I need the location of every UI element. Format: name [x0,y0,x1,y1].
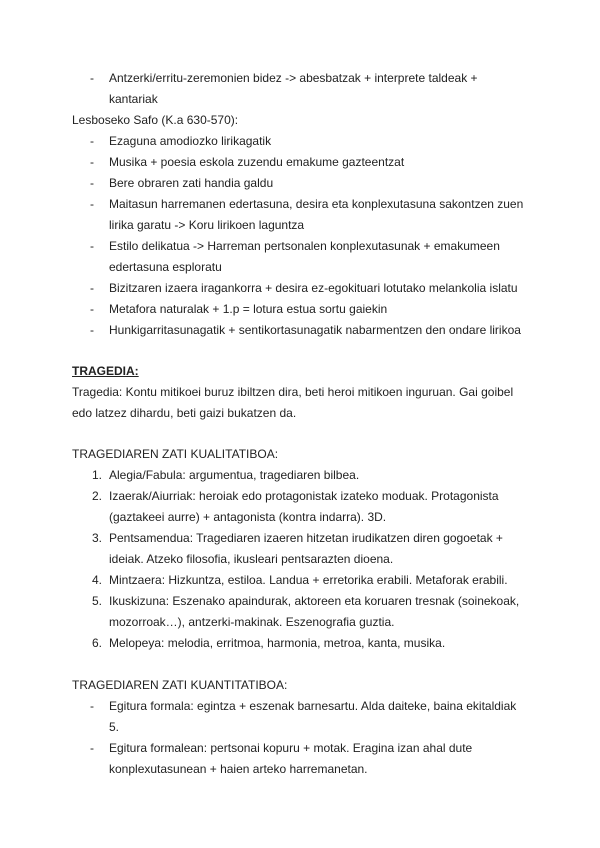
number-marker: 5. [92,594,103,608]
bullet-marker: - [90,176,94,190]
number-marker: 2. [92,489,103,503]
bullet-marker: - [90,699,94,713]
bullet-marker: - [90,281,94,295]
safo-item-line: Bere obraren zati handia galdu [109,176,274,190]
number-marker: 1. [92,468,103,482]
bullet-marker: - [90,71,94,85]
kualitatiboa-heading: TRAGEDIAREN ZATI KUALITATIBOA: [72,447,279,461]
intro-item-line: Antzerki/erritu-zeremonien bidez -> abesbatzak + interprete taldeak + [109,71,478,85]
kualitatiboa-item-line: mozorroak…), antzerki-makinak. Eszenografia guztia. [109,615,395,629]
bullet-marker: - [90,155,94,169]
safo-item-line: Ezaguna amodiozko lirikagatik [109,134,272,148]
safo-item-line: Hunkigarritasunagatik + sentikortasunagatik nabarmentzen den ondare lirikoa [109,323,521,337]
safo-item-line: Maitasun harremanen edertasuna, desira eta konplexutasuna sakontzen zuen [109,197,524,211]
kualitatiboa-item-line: Mintzaera: Hizkuntza, estiloa. Landua + erretorika erabili. Metaforak erabili. [109,573,508,587]
kualitatiboa-item-line: Melopeya: melodia, erritmoa, harmonia, metroa, kanta, musika. [109,636,446,650]
kualitatiboa-item-line: Pentsamendua: Tragediaren izaeren hitzetan irudikatzen diren gogoetak + [109,531,503,545]
safo-item-line: lirika garatu -> Koru lirikoen laguntza [109,218,305,232]
safo-item-line: Musika + poesia eskola zuzendu emakume gazteentzat [109,155,405,169]
tragedia-definition-line: Tragedia: Kontu mitikoei buruz ibiltzen dira, beti heroi mitikoen inguruan. Gai goibel [72,385,514,399]
intro-item-line: kantariak [109,92,158,106]
kuantitatiboa-item-line: 5. [109,720,120,734]
safo-item-line: Bizitzaren izaera iragankorra + desira ez-egokituari lotutako melankolia islatu [109,281,518,295]
kualitatiboa-item-line: (gaztakeei aurre) + antagonista (kontra indarra). 3D. [109,510,387,524]
bullet-marker: - [90,239,94,253]
number-marker: 6. [92,636,103,650]
kuantitatiboa-heading: TRAGEDIAREN ZATI KUANTITATIBOA: [72,678,288,692]
safo-label: Lesboseko Safo (K.a 630-570): [72,113,239,127]
number-marker: 3. [92,531,103,545]
bullet-marker: - [90,134,94,148]
safo-item-line: edertasuna esploratu [109,260,222,274]
safo-item-line: Metafora naturalak + 1.p = lotura estua sortu gaiekin [109,302,388,316]
kuantitatiboa-item-line: Egitura formalean: pertsonai kopuru + motak. Eragina izan ahal dute [109,741,473,755]
bullet-marker: - [90,741,94,755]
safo-item-line: Estilo delikatua -> Harreman pertsonalen konplexutasunak + emakumeen [109,239,500,253]
bullet-marker: - [90,197,94,211]
kualitatiboa-item-line: Izaerak/Aiurriak: heroiak edo protagonistak izateko moduak. Protagonista [109,489,499,503]
kualitatiboa-item-line: Ikuskizuna: Eszenako apaindurak, aktoreen eta koruaren tresnak (soinekoak, [109,594,520,608]
kualitatiboa-item-line: Alegia/Fabula: argumentua, tragediaren bilbea. [109,468,360,482]
bullet-marker: - [90,323,94,337]
kuantitatiboa-item-line: Egitura formala: egintza + eszenak barnesartu. Alda daiteke, baina ekitaldiak [109,699,517,713]
kuantitatiboa-item-line: konplexutasunean + haien arteko harremanetan. [109,762,368,776]
tragedia-definition-line: edo latzez dihardu, beti gaizi bukatzen da. [72,406,297,420]
bullet-marker: - [90,302,94,316]
tragedia-heading: TRAGEDIA: [72,364,139,378]
kualitatiboa-item-line: ideiak. Atzeko filosofia, ikusleari pentsarazten dioena. [109,552,394,566]
number-marker: 4. [92,573,103,587]
